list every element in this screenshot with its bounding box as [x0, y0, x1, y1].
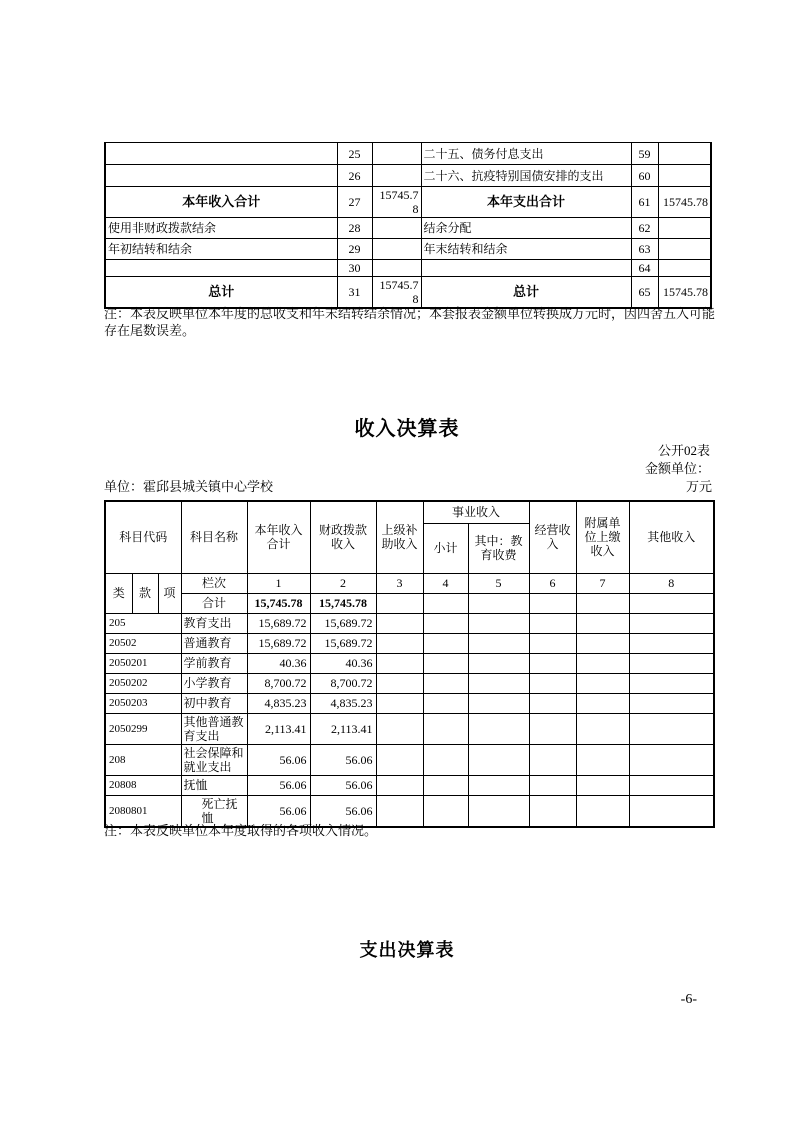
empty-cell — [468, 613, 529, 633]
lane-label: 栏次 — [181, 573, 247, 593]
empty-cell — [629, 593, 714, 613]
row-number-left: 27 — [337, 187, 372, 218]
empty-cell — [629, 633, 714, 653]
lane-number: 3 — [376, 573, 423, 593]
row-number-right: 61 — [631, 187, 658, 218]
row-value-right — [658, 143, 711, 165]
data-row — [105, 613, 714, 633]
empty-cell — [629, 673, 714, 693]
empty-cell — [629, 693, 714, 713]
empty-cell — [468, 775, 529, 795]
row-number-left: 25 — [337, 143, 372, 165]
subject-code: 2050202 — [105, 673, 181, 693]
row-value-left — [372, 143, 421, 165]
col-year-income-total: 本年收入合计 — [247, 501, 310, 573]
income-table-title: 收入决算表 — [354, 418, 460, 440]
data-row — [105, 653, 714, 673]
lane-number: 5 — [468, 573, 529, 593]
empty-cell — [423, 713, 468, 744]
value-total: 15,689.72 — [247, 633, 310, 653]
empty-cell — [529, 713, 576, 744]
row-label-left — [105, 143, 337, 165]
row-label-left: 使用非财政拨款结余 — [105, 218, 337, 239]
income-table — [104, 500, 715, 828]
value-fiscal: 15,689.72 — [310, 613, 376, 633]
table-row — [105, 218, 711, 239]
amount-unit-value: 万元 — [685, 479, 712, 494]
row-value-right: 15745.78 — [658, 277, 711, 309]
row-value-left — [372, 165, 421, 187]
empty-cell — [423, 673, 468, 693]
empty-cell — [468, 693, 529, 713]
total-value: 15,745.78 — [247, 593, 310, 613]
subject-name: 教育支出 — [181, 613, 247, 633]
value-fiscal: 8,700.72 — [310, 673, 376, 693]
row-value-left — [372, 239, 421, 260]
lane-number: 4 — [423, 573, 468, 593]
lane-number: 7 — [576, 573, 629, 593]
value-total: 40.36 — [247, 653, 310, 673]
value-total: 4,835.23 — [247, 693, 310, 713]
data-row — [105, 775, 714, 795]
subject-name: 学前教育 — [181, 653, 247, 673]
empty-cell — [423, 693, 468, 713]
col-subject-code: 科目代码 — [105, 501, 181, 573]
empty-cell — [468, 744, 529, 775]
row-label-left — [105, 165, 337, 187]
value-total: 8,700.72 — [247, 673, 310, 693]
subject-name: 抚恤 — [181, 775, 247, 795]
empty-cell — [529, 653, 576, 673]
lane-number: 8 — [629, 573, 714, 593]
org-name: 单位：霍邱县城关镇中心学校 — [104, 479, 274, 494]
data-row — [105, 713, 714, 744]
subject-code: 20502 — [105, 633, 181, 653]
amount-unit-caption: 金额单位： — [644, 461, 710, 476]
empty-cell — [376, 775, 423, 795]
total-value: 15,745.78 — [310, 593, 376, 613]
row-label-right: 二十六、抗疫特别国债安排的支出 — [421, 165, 631, 187]
empty-cell — [529, 744, 576, 775]
summary-table-note: 注：本表反映单位本年度的总收支和年末结转结余情况；本套报表金额单位转换成万元时，因四舍五入可能存在尾数误差。 — [104, 306, 716, 338]
subject-code: 208 — [105, 744, 181, 775]
subject-name: 初中教育 — [181, 693, 247, 713]
empty-cell — [468, 593, 529, 613]
empty-cell — [576, 613, 629, 633]
empty-cell — [376, 593, 423, 613]
subject-code: 20808 — [105, 775, 181, 795]
table-row — [105, 239, 711, 260]
row-label-right: 总计 — [421, 277, 631, 309]
empty-cell — [576, 653, 629, 673]
empty-cell — [629, 653, 714, 673]
empty-cell — [529, 693, 576, 713]
value-fiscal: 15,689.72 — [310, 633, 376, 653]
empty-cell — [376, 613, 423, 633]
empty-cell — [468, 653, 529, 673]
row-number-left: 30 — [337, 260, 372, 277]
empty-cell — [468, 673, 529, 693]
row-label-right: 年末结转和结余 — [421, 239, 631, 260]
summary-balance-table — [104, 142, 712, 309]
total-label: 合计 — [181, 593, 247, 613]
row-value-right — [658, 218, 711, 239]
table-meta — [645, 442, 710, 478]
empty-cell — [576, 744, 629, 775]
subject-name: 其他普通教育支出 — [181, 713, 247, 744]
empty-cell — [468, 633, 529, 653]
lane-number: 1 — [247, 573, 310, 593]
table-row-total-income — [105, 187, 711, 218]
empty-cell — [576, 775, 629, 795]
empty-cell — [376, 744, 423, 775]
data-row — [105, 744, 714, 775]
empty-cell — [423, 633, 468, 653]
subject-name: 小学教育 — [181, 673, 247, 693]
row-label-right: 结余分配 — [421, 218, 631, 239]
empty-cell — [468, 713, 529, 744]
sub-col-section: 款 — [132, 573, 158, 613]
row-number-right: 63 — [631, 239, 658, 260]
empty-cell — [376, 673, 423, 693]
value-total: 15,689.72 — [247, 613, 310, 633]
empty-cell — [529, 633, 576, 653]
subject-code: 205 — [105, 613, 181, 633]
row-number-right: 64 — [631, 260, 658, 277]
row-number-right: 59 — [631, 143, 658, 165]
table-row — [105, 165, 711, 187]
row-label-right: 本年支出合计 — [421, 187, 631, 218]
row-number-left: 29 — [337, 239, 372, 260]
row-value-left — [372, 260, 421, 277]
empty-cell — [529, 775, 576, 795]
empty-cell — [629, 744, 714, 775]
col-affiliate-income: 附属单位上缴收入 — [576, 501, 629, 573]
empty-cell — [423, 744, 468, 775]
row-value-left: 15745.78 — [372, 187, 421, 218]
table-row — [105, 260, 711, 277]
empty-cell — [629, 795, 714, 827]
header-row-1 — [105, 501, 714, 523]
col-fiscal-appropriation: 财政拨款收入 — [310, 501, 376, 573]
empty-cell — [629, 713, 714, 744]
empty-cell — [576, 633, 629, 653]
value-total: 56.06 — [247, 795, 310, 827]
empty-cell — [423, 613, 468, 633]
row-value-right — [658, 165, 711, 187]
row-label-right — [421, 260, 631, 277]
row-number-left: 28 — [337, 218, 372, 239]
subject-code: 2050201 — [105, 653, 181, 673]
row-number-right: 62 — [631, 218, 658, 239]
row-label-right: 二十五、债务付息支出 — [421, 143, 631, 165]
value-total: 56.06 — [247, 775, 310, 795]
value-fiscal: 2,113.41 — [310, 713, 376, 744]
col-subject-name: 科目名称 — [181, 501, 247, 573]
sub-col-class: 类 — [105, 573, 132, 613]
value-total: 2,113.41 — [247, 713, 310, 744]
value-total: 56.06 — [247, 744, 310, 775]
empty-cell — [423, 593, 468, 613]
row-value-left — [372, 218, 421, 239]
row-label-left: 总计 — [105, 277, 337, 309]
subject-name: 普通教育 — [181, 633, 247, 653]
empty-cell — [529, 613, 576, 633]
data-row — [105, 693, 714, 713]
value-fiscal: 56.06 — [310, 775, 376, 795]
row-number-left: 26 — [337, 165, 372, 187]
empty-cell — [376, 653, 423, 673]
page-number: -6- — [680, 992, 697, 1007]
empty-cell — [423, 775, 468, 795]
row-value-right — [658, 239, 711, 260]
empty-cell — [629, 775, 714, 795]
org-row — [104, 478, 712, 496]
table-row-grand-total — [105, 277, 711, 309]
empty-cell — [376, 633, 423, 653]
table-code: 公开02表 — [657, 443, 710, 458]
empty-cell — [576, 673, 629, 693]
row-number-right: 65 — [631, 277, 658, 309]
data-row — [105, 673, 714, 693]
subject-code: 2050299 — [105, 713, 181, 744]
empty-cell — [576, 693, 629, 713]
empty-cell — [529, 593, 576, 613]
empty-cell — [576, 713, 629, 744]
row-value-right — [658, 260, 711, 277]
empty-cell — [529, 673, 576, 693]
value-fiscal: 56.06 — [310, 795, 376, 827]
value-fiscal: 40.36 — [310, 653, 376, 673]
subject-code: 2080801 — [105, 795, 181, 827]
col-operating-income: 经营收入 — [529, 501, 576, 573]
row-label-left — [105, 260, 337, 277]
table-row — [105, 143, 711, 165]
col-business-education-fee: 其中：教育收费 — [468, 523, 529, 573]
empty-cell — [376, 713, 423, 744]
value-fiscal: 4,835.23 — [310, 693, 376, 713]
row-number-right: 60 — [631, 165, 658, 187]
col-other-income: 其他收入 — [629, 501, 714, 573]
value-fiscal: 56.06 — [310, 744, 376, 775]
row-label-left: 本年收入合计 — [105, 187, 337, 218]
row-number-left: 31 — [337, 277, 372, 309]
empty-cell — [576, 593, 629, 613]
total-row — [105, 593, 714, 613]
lane-row — [105, 573, 714, 593]
empty-cell — [629, 613, 714, 633]
empty-cell — [376, 693, 423, 713]
sub-col-item: 项 — [158, 573, 181, 613]
col-business-subtotal: 小计 — [423, 523, 468, 573]
row-value-left: 15745.78 — [372, 277, 421, 309]
empty-cell — [423, 653, 468, 673]
expenditure-table-title: 支出决算表 — [359, 940, 455, 960]
col-superior-subsidy: 上级补助收入 — [376, 501, 423, 573]
income-table-note: 注：本表反映单位本年度取得的各项收入情况。 — [104, 823, 378, 838]
row-value-right: 15745.78 — [658, 187, 711, 218]
data-row — [105, 633, 714, 653]
lane-number: 2 — [310, 573, 376, 593]
subject-name: 社会保障和就业支出 — [181, 744, 247, 775]
subject-name: 死亡抚恤 — [181, 795, 247, 827]
col-business-income-group: 事业收入 — [423, 501, 529, 523]
row-label-left: 年初结转和结余 — [105, 239, 337, 260]
subject-code: 2050203 — [105, 693, 181, 713]
lane-number: 6 — [529, 573, 576, 593]
